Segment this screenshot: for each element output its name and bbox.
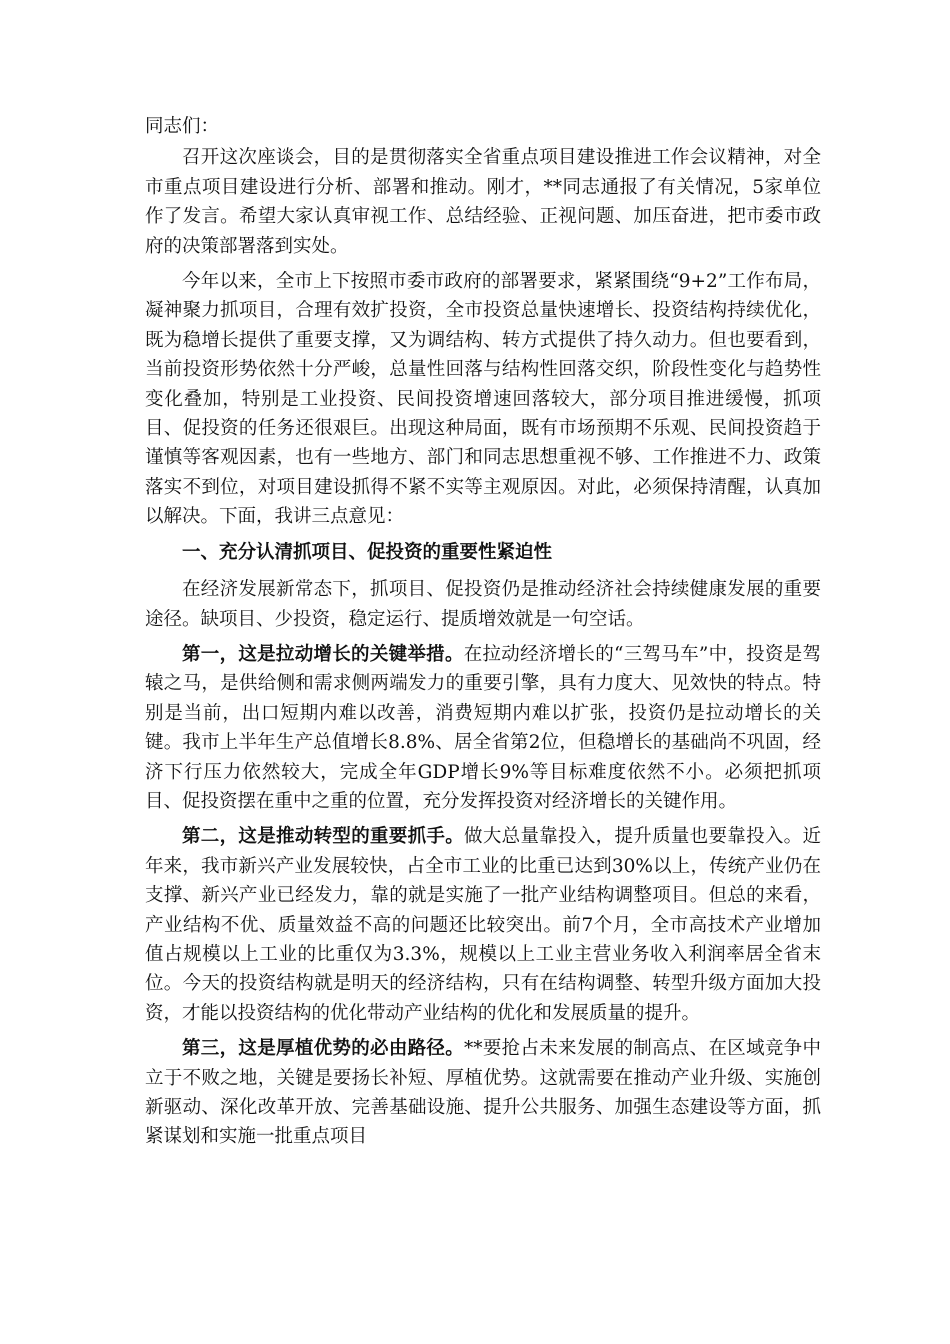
paragraph-text: 召开这次座谈会，目的是贯彻落实全省重点项目建设推进工作会议精神，对全市重点项目建设进行分析、部署和推动。刚才，**同志通报了有关情况，5家单位作了发言。希望大家认真审视工作、总结经验、正视问题、加压奋进，把市委市政府的决策部署落到实处。 [145,147,821,257]
paragraph-intro [145,143,821,261]
paragraph-point-2 [145,822,821,1028]
paragraph-text: **要抢占未来发展的制高点、在区域竞争中立于不败之地，关键是要扬长补短、厚植优势。这就需要在推动产业升级、实施创新驱动、深化改革开放、完善基础设施、提升公共服务、加强生态建设等方面，抓紧谋划和实施一批重点项目 [145,1038,821,1148]
section-heading [145,538,821,567]
paragraph-text: 在拉动经济增长的“三驾马车”中，投资是驾辕之马，是供给侧和需求侧两端发力的重要引擎，具有力度大、见效快的特点。特别是当前，出口短期内难以改善，消费短期内难以扩张，投资仍是拉动增长的关键。我市上半年生产总值增长8.8%、居全省第2位，但稳增长的基础尚不巩固，经济下行压力依然较大，完成全年GDP增长9%等目标难度依然不小。必须把抓项目、促投资摆在重中之重的位置，充分发挥投资对经济增长的关键作用。 [145,643,821,812]
document-body [145,112,821,1158]
point-lead: 第二，这是推动转型的重要抓手。 [182,826,465,848]
salutation: 同志们： [145,116,220,137]
paragraph-text: 今年以来，全市上下按照市委市政府的部署要求，紧紧围绕“9+2”工作布局，凝神聚力抓项目，合理有效扩投资，全市投资总量快速增长、投资结构持续优化，既为稳增长提供了重要支撑，又为调结构、转方式提供了持久动力。但也要看到，当前投资形势依然十分严峻，总量性回落与结构性回落交织，阶段性变化与趋势性变化叠加，特别是工业投资、民间投资增速回落较大，部分项目推进缓慢，抓项目、促投资的任务还很艰巨。出现这种局面，既有市场预期不乐观、民间投资趋于谨慎等客观因素，也有一些地方、部门和同志思想重视不够、工作推进不力、政策落实不到位，对项目建设抓得不紧不实等主观原因。对此，必须保持清醒，认真加以解决。下面，我讲三点意见： [145,271,821,528]
paragraph-text: 做大总量靠投入，提升质量也要靠投入。近年来，我市新兴产业发展较快，占全市工业的比重已达到30%以上，传统产业仍在支撑、新兴产业已经发力，靠的就是实施了一批产业结构调整项目。但总的来看，产业结构不优、质量效益不高的问题还比较突出。前7个月，全市高技术产业增加值占规模以上工业的比重仅为3.3%，规模以上工业主营业务收入利润率居全省末位。今天的投资结构就是明天的经济结构，只有在结构调整、转型升级方面加大投资，才能以投资结构的优化带动产业结构的优化和发展质量的提升。 [145,826,821,1024]
point-lead: 第一，这是拉动增长的关键举措。 [182,643,464,665]
heading-text: 一、充分认清抓项目、促投资的重要性紧迫性 [182,541,553,563]
paragraph-situation [145,267,821,532]
point-lead: 第三，这是厚植优势的必由路径。 [182,1038,465,1060]
paragraph-point-3 [145,1034,821,1152]
paragraph-text: 在经济发展新常态下，抓项目、促投资仍是推动经济社会持续健康发展的重要途径。缺项目、少投资，稳定运行、提质增效就是一句空话。 [145,579,821,630]
paragraph-context [145,575,821,634]
paragraph-point-1 [145,640,821,816]
